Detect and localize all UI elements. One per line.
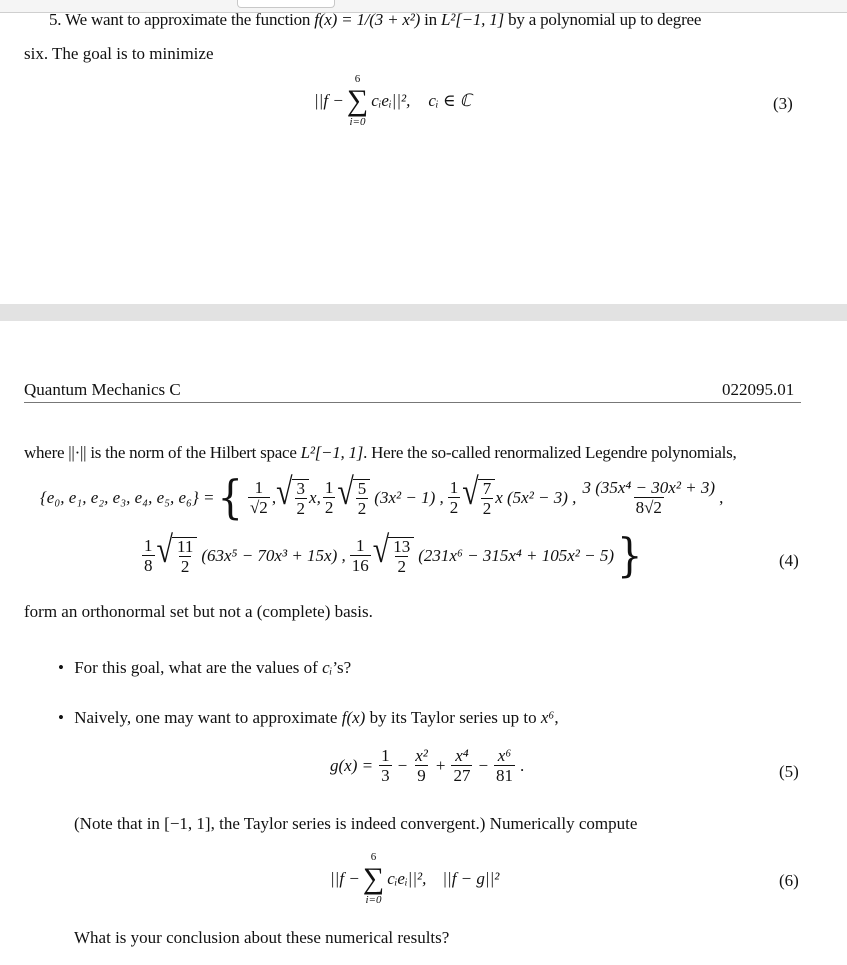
e5-poly: (63x⁵ − 70x³ + 15x) , bbox=[201, 546, 346, 565]
e5-sqrt: √ $\frac{11}{2}$ bbox=[157, 537, 198, 576]
bullet-item-2 bbox=[58, 708, 559, 728]
e5-coef-den: 8 bbox=[144, 556, 153, 575]
e0 bbox=[248, 479, 270, 517]
term-num: x² bbox=[415, 746, 428, 765]
form-text: form an orthonormal set but not a (complete) basis. bbox=[24, 602, 373, 621]
e5-coef-num: 1 bbox=[144, 536, 153, 556]
right-brace-icon: } bbox=[617, 529, 643, 583]
sum-lower: i=0 bbox=[365, 893, 382, 906]
e6-rad-num: 13 bbox=[393, 536, 411, 556]
e3-rad-num: 7 bbox=[482, 478, 492, 498]
e2-sqrt: √ $\frac{5}{2}$ bbox=[337, 479, 370, 518]
e2-coef-num: 1 bbox=[324, 478, 334, 498]
sum-lower: i=0 bbox=[349, 115, 366, 128]
eq3-lhs: ||f − bbox=[314, 90, 344, 110]
term-num: 1 bbox=[381, 746, 390, 765]
intro-text: by a polynomial up to degree bbox=[504, 10, 702, 29]
bullet-item-1 bbox=[58, 658, 351, 678]
e5-rad-num: 11 bbox=[176, 536, 194, 556]
eq6-term: cᵢeᵢ||², bbox=[387, 868, 427, 888]
eq6-lhs: ||f − bbox=[330, 868, 360, 888]
term-den: 81 bbox=[496, 765, 514, 785]
where-text: where bbox=[24, 443, 69, 462]
e4 bbox=[580, 479, 717, 517]
hilbert-space: L²[−1, 1] bbox=[441, 10, 505, 29]
e6-coef-den: 16 bbox=[351, 556, 369, 575]
e4-den: 8√2 bbox=[635, 498, 662, 517]
eq3-condition: cᵢ ∈ ℂ bbox=[428, 90, 472, 110]
e3-coef bbox=[448, 479, 461, 517]
e5-coef bbox=[142, 537, 155, 575]
e6-poly: (231x⁶ − 315x⁴ + 105x² − 5) bbox=[418, 546, 615, 565]
term-den: 27 bbox=[453, 765, 471, 785]
e3-poly: x (5x² − 3) , bbox=[495, 488, 577, 507]
function-definition: f(x) = 1/(3 + x²) bbox=[314, 10, 421, 29]
where-text: . Here the so-called renormalized Legendre polynomials, bbox=[363, 443, 737, 462]
term-num: x⁴ bbox=[455, 746, 469, 765]
term-num: x⁶ bbox=[497, 746, 512, 765]
header-rule bbox=[24, 402, 801, 403]
e2-rad-den: 2 bbox=[357, 498, 367, 518]
equation-number-3: (3) bbox=[773, 94, 793, 113]
sum-upper: 6 bbox=[370, 851, 377, 863]
equation-number-6: (6) bbox=[779, 871, 799, 890]
e6-coef-num: 1 bbox=[356, 536, 365, 556]
header-course: Quantum Mechanics C bbox=[24, 380, 181, 399]
intro-text: 5. We want to approximate the function bbox=[49, 10, 315, 29]
page-separator bbox=[0, 304, 847, 321]
e0-den: √2 bbox=[249, 498, 268, 517]
equation-4-line1: {e₀, e₁, e₂, e₃, e₄, e₅, e₆} = { $\frac{1}{√2}$ , √ $\frac{3}{2}$ x, $\frac{1}{2}$ √ $\frac{5}{2}$ (3x² − 1) , $\frac{1}{2}$ √ $\frac{7}{2}$ x (5x² − 3) , $\frac{\text{3 (35x⁴ − 30x² + 3)}}{8√2}$ , bbox=[40, 471, 724, 525]
e2-rad-num: 5 bbox=[357, 478, 367, 498]
e6-rad-den: 2 bbox=[397, 556, 406, 576]
e3-coef-den: 2 bbox=[449, 498, 459, 517]
norm-symbol: ||·|| bbox=[68, 443, 87, 462]
e3-rad-den: 2 bbox=[482, 498, 492, 518]
summation bbox=[347, 74, 368, 128]
page-tab-handle[interactable] bbox=[237, 0, 335, 8]
where-text: is the norm of the Hilbert space bbox=[86, 443, 301, 462]
e6-sqrt: √ $\frac{13}{2}$ bbox=[373, 537, 414, 576]
term-den: 9 bbox=[417, 765, 426, 785]
period: . bbox=[520, 755, 525, 775]
sigma-icon: ∑ bbox=[362, 862, 385, 895]
summation bbox=[363, 852, 384, 906]
e1-sqrt: √ $\frac{3}{2}$ bbox=[276, 479, 309, 518]
bullet-text: , bbox=[554, 708, 559, 727]
g-term-4 bbox=[494, 747, 515, 785]
problem-intro-line1 bbox=[49, 10, 701, 30]
bullet-text: by its Taylor series up to bbox=[365, 708, 541, 727]
hilbert-space: L²[−1, 1] bbox=[300, 443, 364, 462]
e1-rad-den: 2 bbox=[296, 498, 306, 518]
bullet-text: Naively, one may want to approximate bbox=[74, 708, 342, 727]
operator: + bbox=[435, 755, 446, 775]
bullet-icon: • bbox=[58, 658, 64, 677]
equation-3 bbox=[314, 74, 472, 128]
interval: [−1, 1] bbox=[164, 814, 211, 833]
term-den: 3 bbox=[381, 765, 390, 785]
g-term-2 bbox=[413, 747, 430, 785]
e3-sqrt: √ $\frac{7}{2}$ bbox=[462, 479, 495, 518]
operator: − bbox=[397, 755, 408, 775]
e1-tail: x, bbox=[309, 488, 321, 507]
conclusion-question: What is your conclusion about these numerical results? bbox=[74, 928, 450, 947]
operator: − bbox=[478, 755, 489, 775]
bullet-text: For this goal, what are the values of bbox=[74, 658, 323, 677]
problem-intro-line2: six. The goal is to minimize bbox=[24, 44, 214, 63]
g-term-3 bbox=[451, 747, 472, 785]
e2-coef bbox=[323, 479, 336, 517]
intro-text: in bbox=[420, 10, 442, 29]
header-code: 022095.01 bbox=[722, 380, 795, 399]
sum-upper: 6 bbox=[354, 73, 361, 85]
bullet-math: x⁶ bbox=[540, 708, 555, 727]
e2-coef-den: 2 bbox=[324, 498, 334, 517]
sigma-icon: ∑ bbox=[346, 84, 369, 117]
bullet-text: ’s? bbox=[332, 658, 352, 677]
bullet-icon: • bbox=[58, 708, 64, 727]
e4-num: 3 (35x⁴ − 30x² + 3) bbox=[582, 478, 716, 498]
note-part: (Note that in bbox=[74, 814, 165, 833]
bullet-math: cᵢ bbox=[322, 658, 333, 677]
bullet-math: f(x) bbox=[341, 708, 366, 727]
equation-6 bbox=[330, 852, 499, 906]
eq6-second: ||f − g||² bbox=[442, 868, 500, 888]
e0-num: 1 bbox=[254, 478, 264, 498]
e2-poly: (3x² − 1) , bbox=[374, 488, 444, 507]
g-lhs: g(x) = bbox=[330, 755, 374, 775]
e5-rad-den: 2 bbox=[180, 556, 190, 576]
g-term-1 bbox=[379, 747, 392, 785]
where-paragraph bbox=[24, 443, 736, 463]
note-part: , the Taylor series is indeed convergent.) Numerically compute bbox=[210, 814, 638, 833]
equation-4-line2 bbox=[140, 529, 645, 583]
e1-rad-num: 3 bbox=[296, 478, 306, 498]
equation-5 bbox=[330, 747, 524, 785]
left-brace-icon: { bbox=[217, 471, 243, 525]
basis-set-lhs: {e₀, e₁, e₂, e₃, e₄, e₅, e₆} = bbox=[40, 488, 215, 507]
e3-coef-num: 1 bbox=[449, 478, 459, 498]
equation-number-4: (4) bbox=[779, 551, 799, 570]
note-text bbox=[74, 814, 637, 834]
e6-coef bbox=[350, 537, 371, 575]
eq3-term: cᵢeᵢ||², bbox=[371, 90, 411, 110]
equation-number-5: (5) bbox=[779, 762, 799, 781]
